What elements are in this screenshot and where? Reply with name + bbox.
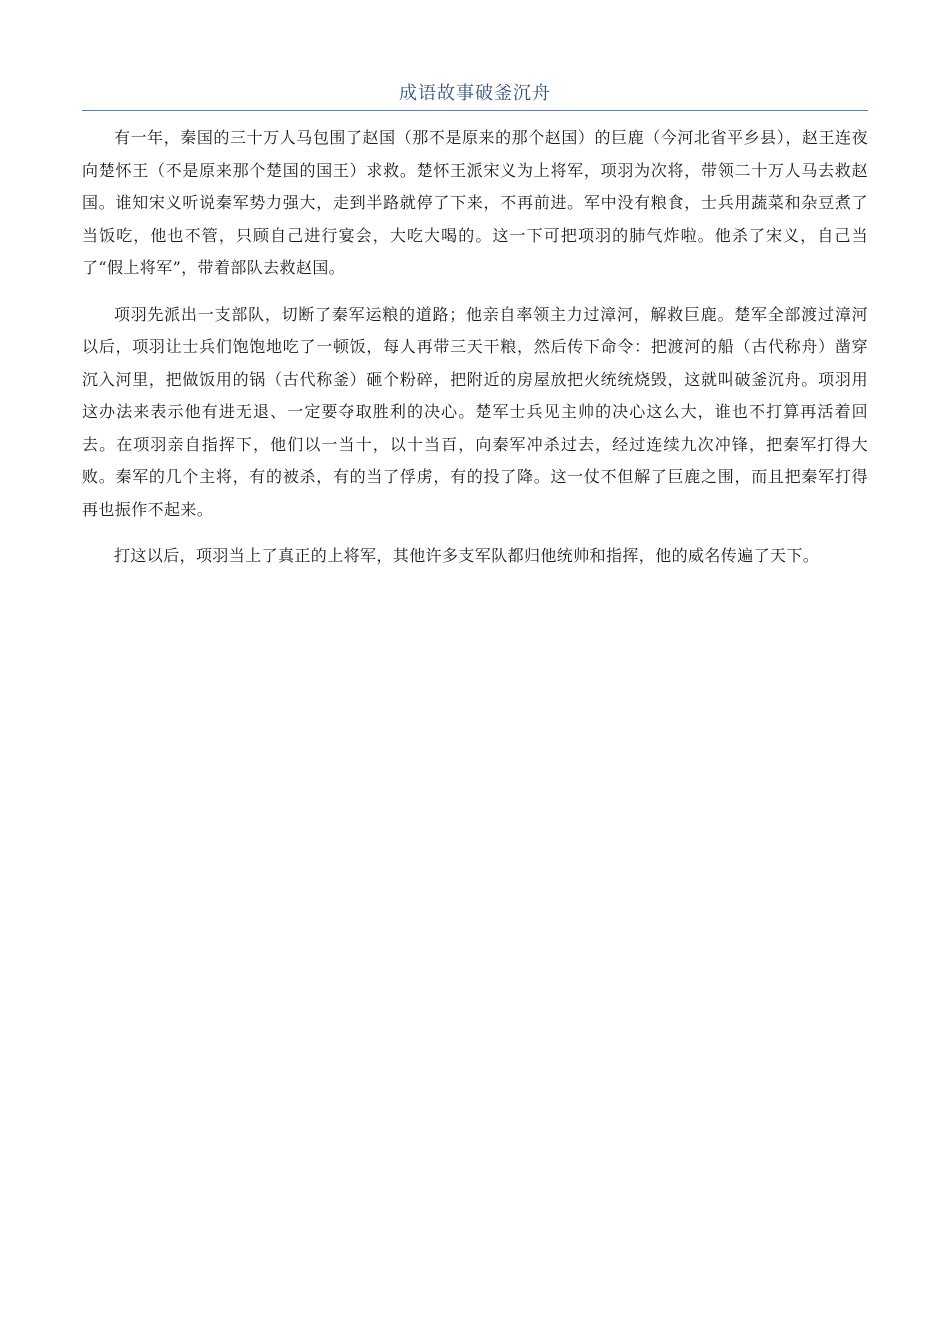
page-header xyxy=(82,80,868,111)
header-title: 成语故事破釜沉舟 xyxy=(399,83,551,104)
paragraph-1: 有一年，秦国的三十万人马包围了赵国（那不是原来的那个赵国）的巨鹿（今河北省平乡县），赵王连夜向楚怀王（不是原来那个楚国的国王）求救。楚怀王派宋义为上将军，项羽为次将，带领二十万人马去救赵国。谁知宋义听说秦军势力强大，走到半路就停了下来，不再前进。军中没有粮食，士兵用蔬菜和杂豆煮了当饭吃，他也不管，只顾自己进行宴会，大吃大喝的。这一下可把项羽的肺气炸啦。他杀了宋义，自己当了“假上将军”，带着部队去救赵国。 xyxy=(82,128,868,277)
document-body xyxy=(82,122,868,587)
paragraph-3: 打这以后，项羽当上了真正的上将军，其他许多支军队都归他统帅和指挥，他的威名传遍了天下。 xyxy=(114,546,820,565)
paragraph-2: 项羽先派出一支部队，切断了秦军运粮的道路；他亲自率领主力过漳河，解救巨鹿。楚军全部渡过漳河以后，项羽让士兵们饱饱地吃了一顿饭，每人再带三天干粮，然后传下命令：把渡河的船（古代称舟）凿穿沉入河里，把做饭用的锅（古代称釜）砸个粉碎，把附近的房屋放把火统统烧毁，这就叫破釜沉舟。项羽用这办法来表示他有进无退、一定要夺取胜利的决心。楚军士兵见主帅的决心这么大，谁也不打算再活着回去。在项羽亲自指挥下，他们以一当十，以十当百，向秦军冲杀过去，经过连续九次冲锋，把秦军打得大败。秦军的几个主将，有的被杀，有的当了俘虏，有的投了降。这一仗不但解了巨鹿之围，而且把秦军打得再也振作不起来。 xyxy=(82,304,868,519)
